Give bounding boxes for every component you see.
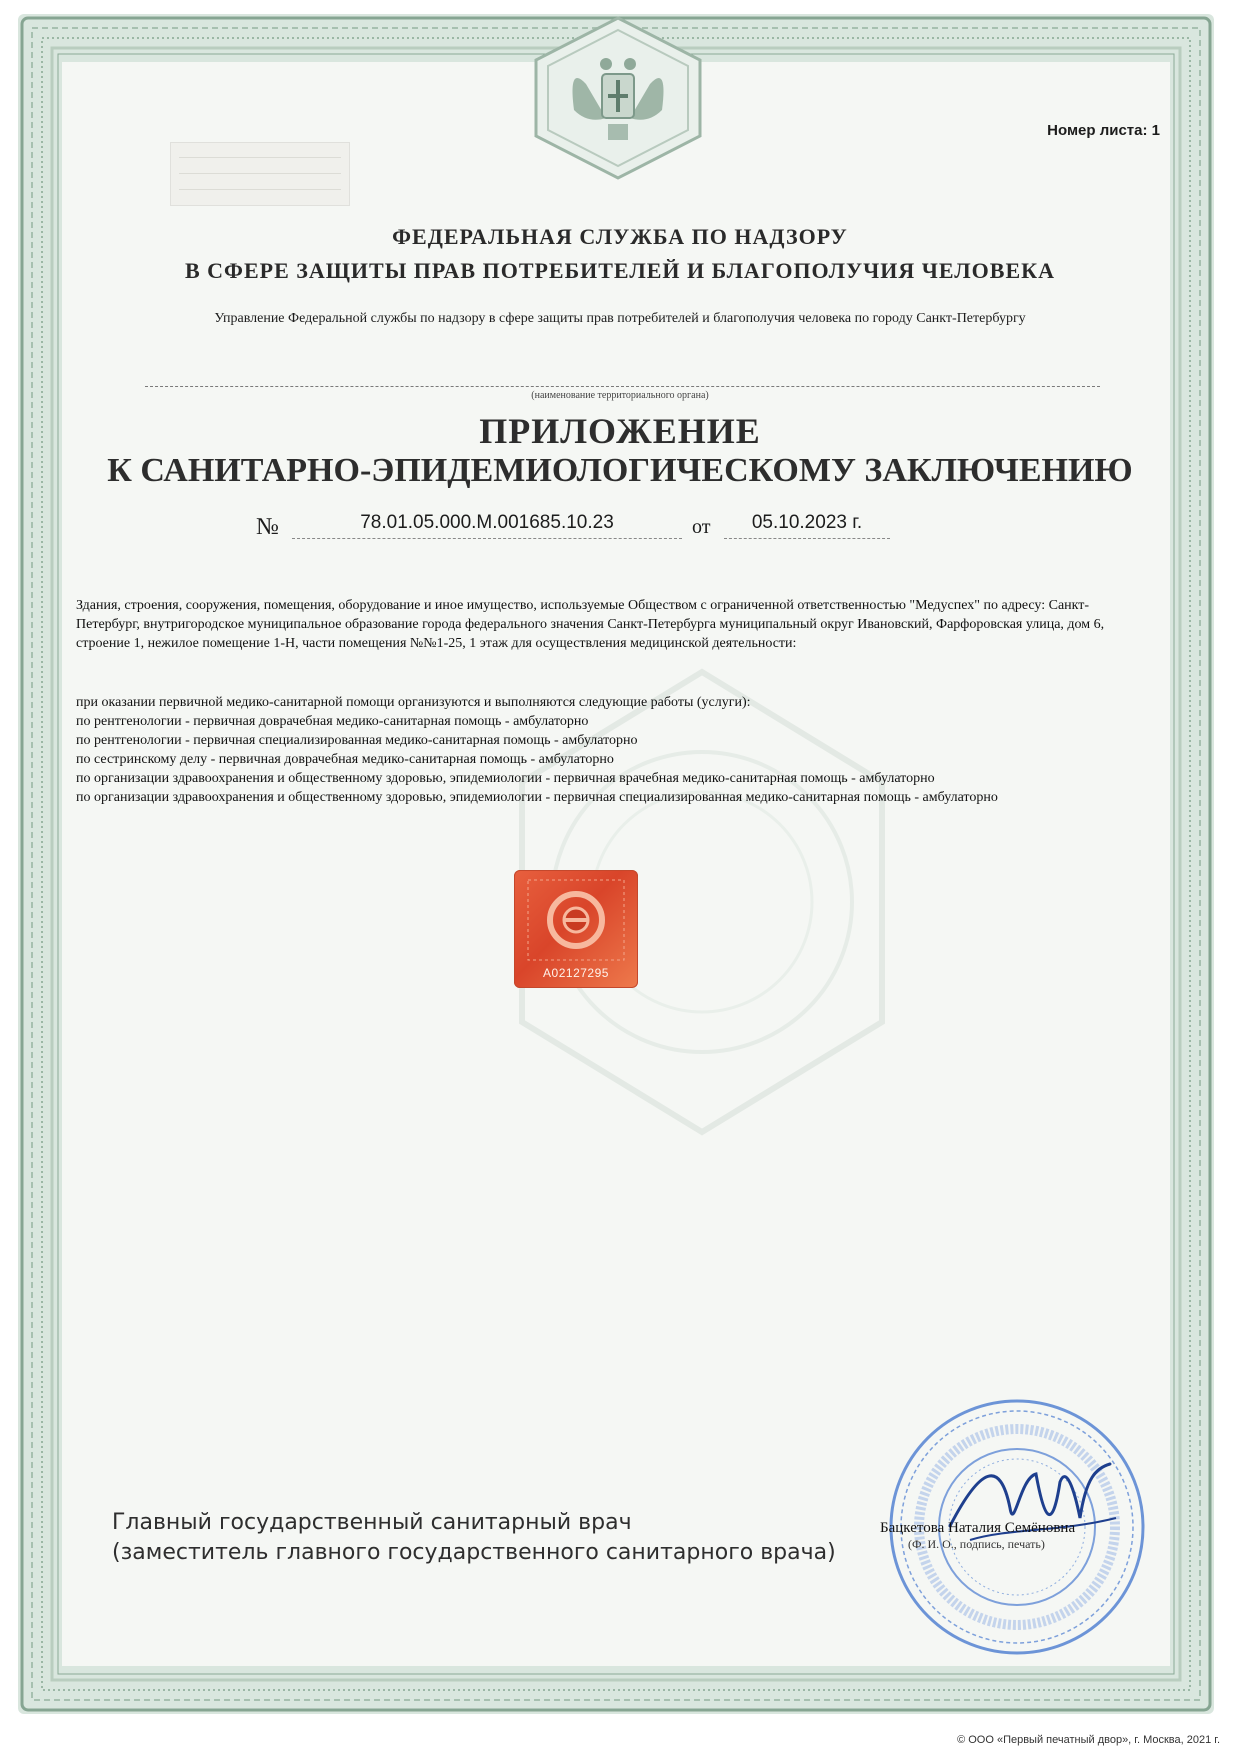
eagle-emblem-icon — [528, 14, 708, 182]
service-item: по сестринскому делу - первичная доврачебная медико-санитарная помощь - амбулаторно — [76, 752, 614, 767]
service-item: по организации здравоохранения и общественному здоровью, эпидемиологии - первичная врачебная медико-санитарная помощь - амбулаторно — [76, 771, 935, 786]
document-title-line1: ПРИЛОЖЕНИЕ — [479, 411, 761, 451]
service-item: по рентгенологии - первичная доврачебная медико-санитарная помощь - амбулаторно — [76, 714, 589, 729]
document-title-line2: К САНИТАРНО-ЭПИДЕМИОЛОГИЧЕСКОМУ ЗАКЛЮЧЕНИЮ — [107, 452, 1133, 489]
department-underline — [145, 386, 1100, 387]
blank-sticker — [170, 142, 350, 206]
conclusion-number: 78.01.05.000.М.001685.10.23 — [292, 512, 682, 539]
premises-description: Здания, строения, сооружения, помещения, оборудование и иное имущество, используемые Обществом с ограниченной ответственностью "Медуспех" по адресу: Санкт-Петербург, внутригородское муниципальное образование города федерального значения Санкт-Петербурга муниципальный округ Ивановский, Фарфоровская улица, дом 6, строение 1, нежилое помещение 1-Н, части помещения №№1-25, 1 этаж для осуществления медицинской деятельности: — [76, 598, 1105, 651]
signer-position-deputy: (заместитель главного государственного санитарного врача) — [112, 1540, 836, 1565]
signer-name: Бацкетова Наталия Семёновна — [880, 1520, 1076, 1536]
number-label: № — [256, 514, 279, 540]
printer-imprint: © ООО «Первый печатный двор», г. Москва, 2021 г. — [957, 1734, 1220, 1746]
signer-caption: (Ф. И. О., подпись, печать) — [908, 1537, 1045, 1551]
services-list — [76, 693, 1106, 807]
service-item: по организации здравоохранения и общественному здоровью, эпидемиологии - первичная специализированная медико-санитарная помощь - амбулаторно — [76, 790, 998, 805]
department-caption: (наименование территориального органа) — [531, 390, 709, 401]
agency-title-line1: ФЕДЕРАЛЬНАЯ СЛУЖБА ПО НАДЗОРУ — [392, 224, 848, 249]
date-label: от — [692, 516, 711, 538]
sheet-number: Номер листа: 1 — [1047, 122, 1160, 139]
hologram-code: А02127295 — [543, 966, 609, 980]
agency-title-line2: В СФЕРЕ ЗАЩИТЫ ПРАВ ПОТРЕБИТЕЛЕЙ И БЛАГОПОЛУЧИЯ ЧЕЛОВЕКА — [185, 258, 1055, 283]
conclusion-date: 05.10.2023 г. — [724, 512, 890, 539]
service-item: по рентгенологии - первичная специализированная медико-санитарная помощь - амбулаторно — [76, 733, 638, 748]
hologram-sticker — [514, 870, 638, 988]
territorial-department: Управление Федеральной службы по надзору в сфере защиты прав потребителей и благополучия человека по городу Санкт-Петербургу — [214, 311, 1026, 326]
services-intro: при оказании первичной медико-санитарной помощи организуются и выполняются следующие работы (услуги): — [76, 695, 751, 710]
signer-position: Главный государственный санитарный врач — [112, 1510, 632, 1535]
